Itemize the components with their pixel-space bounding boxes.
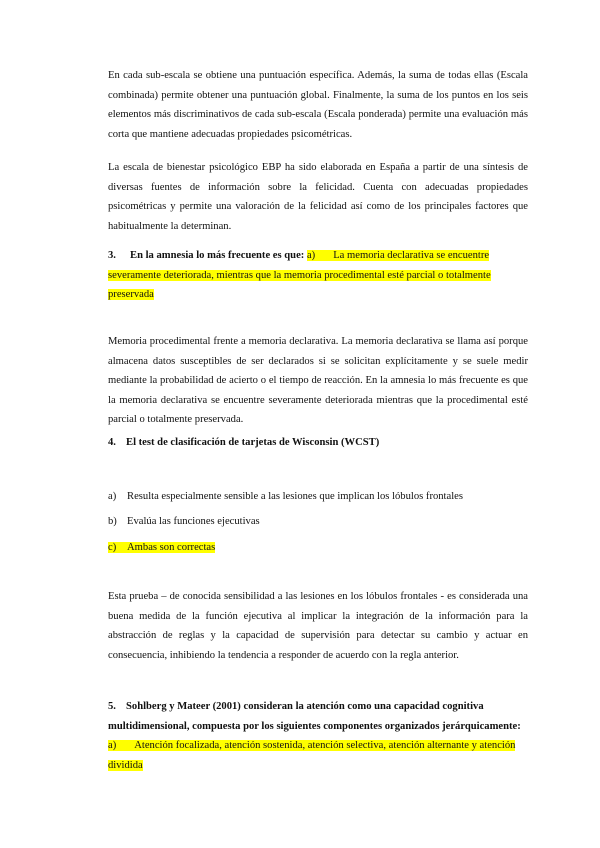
question-4-number: 4. (108, 437, 116, 448)
question-5-number: 5. (108, 701, 116, 712)
paragraph-ebp: La escala de bienestar psicológico EBP ha sido elaborada en España a partir de una síntesis de diversas fuentes de información sobre la felicidad. Cuenta con adecuadas propiedades psicométricas y permite una valoración de la felicidad así como de los principales factores que habitualmente la determinan. (108, 162, 528, 232)
question-5-text: Sohlberg y Mateer (2001) consideran la atención como una capacidad cognitiva multidimensional, compuesta por los siguientes componentes organizados jerárquicamente: (108, 701, 521, 732)
question-4-option-b (108, 512, 528, 532)
question-4-option-a (108, 487, 528, 507)
option-b-letter: b) (108, 516, 117, 527)
question-4-text: El test de clasificación de tarjetas de Wisconsin (WCST) (126, 437, 380, 448)
option-a-letter: a) (108, 491, 117, 502)
option-c-highlight (108, 542, 215, 553)
paragraph-wcst: Esta prueba – de conocida sensibilidad a las lesiones en los lóbulos frontales - es considerada una buena medida de la función ejecutiva al implicar la integración de la información para la abstracción de reglas y la capacidad de supervisión para detectar su cambio y actuar en consecuencia, inhibiendo la tendencia a responder de acuerdo con la regla anterior. (108, 591, 528, 661)
question-3-number: 3. (108, 250, 116, 261)
question-3-answer: La memoria declarativa se encuentre severamente deteriorada, mientras que la memoria procedimental esté parcial o totalmente preservada (108, 250, 491, 300)
option-c-letter: c) (108, 542, 117, 553)
paragraph-escalas: En cada sub-escala se obtiene una puntuación específica. Además, la suma de todas ellas (Escala combinada) permite obtener una puntuación global. Finalmente, la suma de los puntos en los seis elementos más discriminativos de cada sub-escala (Escala ponderada) permite una evaluación más corta que mantiene adecuadas propiedades psicométricas. (108, 70, 528, 140)
question-5-answer: Atención focalizada, atención sostenida, atención selectiva, atención alternante y atención dividida (108, 740, 516, 771)
option-c-text: Ambas son correctas (127, 542, 216, 553)
paragraph-memoria: Memoria procedimental frente a memoria declarativa. La memoria declarativa se llama así porque almacena datos susceptibles de ser declarados si se solicitan explícitamente y se suele medir mediante la probabilidad de acierto o el tiempo de reacción. En la amnesia lo más frecuente es que la memoria declarativa se encuentre severamente deteriorada mientras que la procedimental esté parcial o totalmente preservada. (108, 336, 528, 425)
question-5 (108, 697, 528, 775)
question-3 (108, 246, 528, 305)
option-a-text: Resulta especialmente sensible a las lesiones que implican los lóbulos frontales (127, 491, 463, 502)
question-5-answer-letter: a) (108, 740, 134, 751)
question-3-text: En la amnesia lo más frecuente es que: (130, 250, 305, 261)
question-4 (108, 433, 528, 453)
option-b-text: Evalúa las funciones ejecutivas (127, 516, 260, 527)
question-3-answer-letter: a) (307, 250, 333, 261)
question-4-option-c (108, 538, 528, 558)
